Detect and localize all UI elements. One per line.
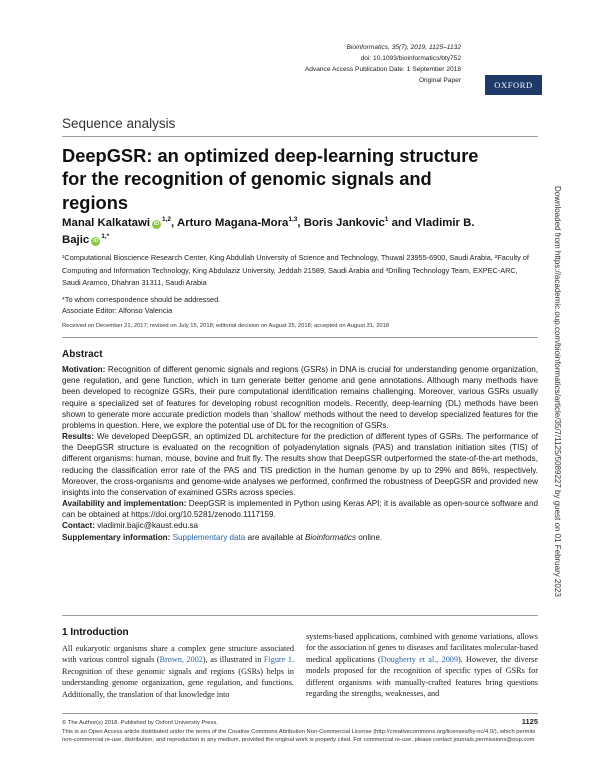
orcid-icon[interactable]: iD [154, 221, 159, 227]
supplementary-data-link[interactable]: Supplementary data [172, 532, 246, 542]
intro-heading: 1 Introduction [62, 627, 129, 638]
affiliations: ¹Computational Bioscience Research Center, King Abdullah University of Science and Technology, Thuwal 23955-6900, Saudi Arabia, ²Faculty of Computing and Information Technology, King Abdulaziz University, Jeddah 21589, Saudi Arabia and ³Drilling Technology Team, EXPEC-ARC, Saudi Aramco, Dhahran 31311, Saudi Arabia [62, 253, 529, 287]
author-name[interactable]: Vladimir B. Bajic [62, 217, 475, 246]
license-text: This is an Open Access article distributed under the terms of the Creative Commons Attribution Non-Commercial License (http://creativecommons.org/licenses/by-nc/4.0/), which permits non-commercial re-use, distribution, and reproduction in any medium, provided the original work is properly cited. For commercial re-use, please contact journals.permissions@oup.com [62, 728, 536, 744]
orcid-icon[interactable]: iD [93, 238, 99, 244]
page-number: 1125 [521, 717, 538, 726]
received-dates: Received on December 21, 2017; revised on July 15, 2018; editorial decision on August 25, 2018; accepted on August 31, 2018 [62, 323, 390, 329]
editorial-notes [62, 294, 538, 316]
author-separator: , [171, 217, 177, 229]
author-separator: , [297, 217, 304, 229]
author-name[interactable]: Boris Jankovic [303, 217, 385, 229]
author-affiliation-mark: 1 [384, 216, 389, 224]
paper-type: Original Paper [418, 77, 461, 84]
doi[interactable]: doi: 10.1093/bioinformatics/bty752 [360, 55, 461, 62]
download-side-note: Downloaded from https://academic.oup.com/bioinformatics/article/35/7/1125/5089227 by guest on 01 February 2023 [553, 186, 562, 597]
oxford-logo: OXFORD [485, 75, 542, 95]
abstract-supplementary: Supplementary information: Supplementary data are available at Bioinformatics online. [62, 532, 383, 542]
divider [62, 136, 538, 137]
abstract-motivation: Motivation: Recognition of different genomic signals and regions (GSRs) in DNA is crucial for understanding genome organization, gene regulation, and gene function, which in turn generate better genome and gene annotations. Although many methods have been developed to recognize GSRs, their pure computational identification remains challenging. Moreover, various GSRs usually require a specialized set of features for developing robust recognition models. Recently, deep-learning (DL) methods have been shown to generate more accurate prediction models than ‘shallow’ methods without the need to develop specialized features for the problems in question. Here, we explore the potential use of DL for the recognition of GSRs. [62, 365, 538, 430]
abstract-availability: Availability and implementation: DeepGSR is implemented in Python using Keras API; it is available as open-source software and can be obtained at https://doi.org/10.5281/zenodo.1117159. [62, 499, 538, 520]
intro-column-right: systems-based applications, combined with genome variations, allows for the association of genes to diseases and facilitates molecular-based medical applications (Dougherty et al., 2009). However, the diverse models proposed for the recognition of specific types of GSRs for different organisms with manually-crafted features bring questions regarding the strengths, weaknesses, and [306, 632, 539, 699]
copyright: © The Author(s) 2018. Published by Oxford University Press. [62, 720, 218, 726]
abstract-results: Results: We developed DeepGSR, an optimized DL architecture for the prediction of different types of GSRs. The performance of the DeepGSR structure is evaluated on the recognition of polyadenylation signals (PAS) and translation initiation sites (TIS) of different organisms: human, mouse, bovine and fruit fly. The results show that DeepGSR outperformed the state-of-the-art methods, reducing the classification error rate of the PAS and TIS prediction in the human genome by up to 29% and 86%, respectively. Moreover, the cross-organisms and genome-wide analyses we performed, confirmed the robustness of DeepGSR and provided new insights into the conservation of examined GSRs across species. [62, 432, 539, 497]
citation-link[interactable]: Brown, 2002 [159, 655, 203, 665]
abstract-heading: Abstract [62, 349, 103, 360]
abstract [62, 349, 538, 543]
author-list [62, 215, 502, 249]
author-affiliation-mark: 1,2 [162, 216, 172, 224]
correspondence-note: *To whom correspondence should be addressed. [62, 295, 221, 304]
intro-column-left: All eukaryotic organisms share a complex gene structure associated with various control signals (Brown, 2002), as illustrated in Figure 1. Recognition of these genomic signals and regions (GSRs) helps in understanding genome organization, gene regulation, and functions. Additionally, the translation of that knowledge into [62, 644, 294, 699]
section-label: Sequence analysis [62, 116, 176, 131]
contact-email[interactable]: vladimir.bajic@kaust.edu.sa [97, 521, 199, 531]
author-affiliation-mark: 1,* [101, 233, 110, 241]
author-affiliation-mark: 1,3 [288, 216, 298, 224]
figure-link[interactable]: Figure 1 [263, 655, 292, 665]
divider [62, 615, 538, 616]
footer [62, 719, 538, 745]
associate-editor: Associate Editor: Alfonso Valencia [62, 306, 173, 316]
author-separator: and [388, 217, 416, 229]
citation-link[interactable]: Dougherty et al., 2009 [380, 654, 458, 664]
divider [62, 337, 538, 338]
author-name[interactable]: Manal Kalkatawi [62, 217, 150, 229]
divider [62, 713, 538, 714]
abstract-contact: Contact: vladimir.bajic@kaust.edu.sa [62, 521, 199, 531]
journal-citation: Bioinformatics, 35(7), 2019, 1125–1132 [346, 44, 461, 51]
paper-title: DeepGSR: an optimized deep-learning structure for the recognition of genomic signals and regions [62, 145, 479, 213]
author-name[interactable]: Arturo Magana-Mora [176, 217, 289, 229]
publication-date: Advance Access Publication Date: 1 September 2018 [304, 66, 461, 73]
